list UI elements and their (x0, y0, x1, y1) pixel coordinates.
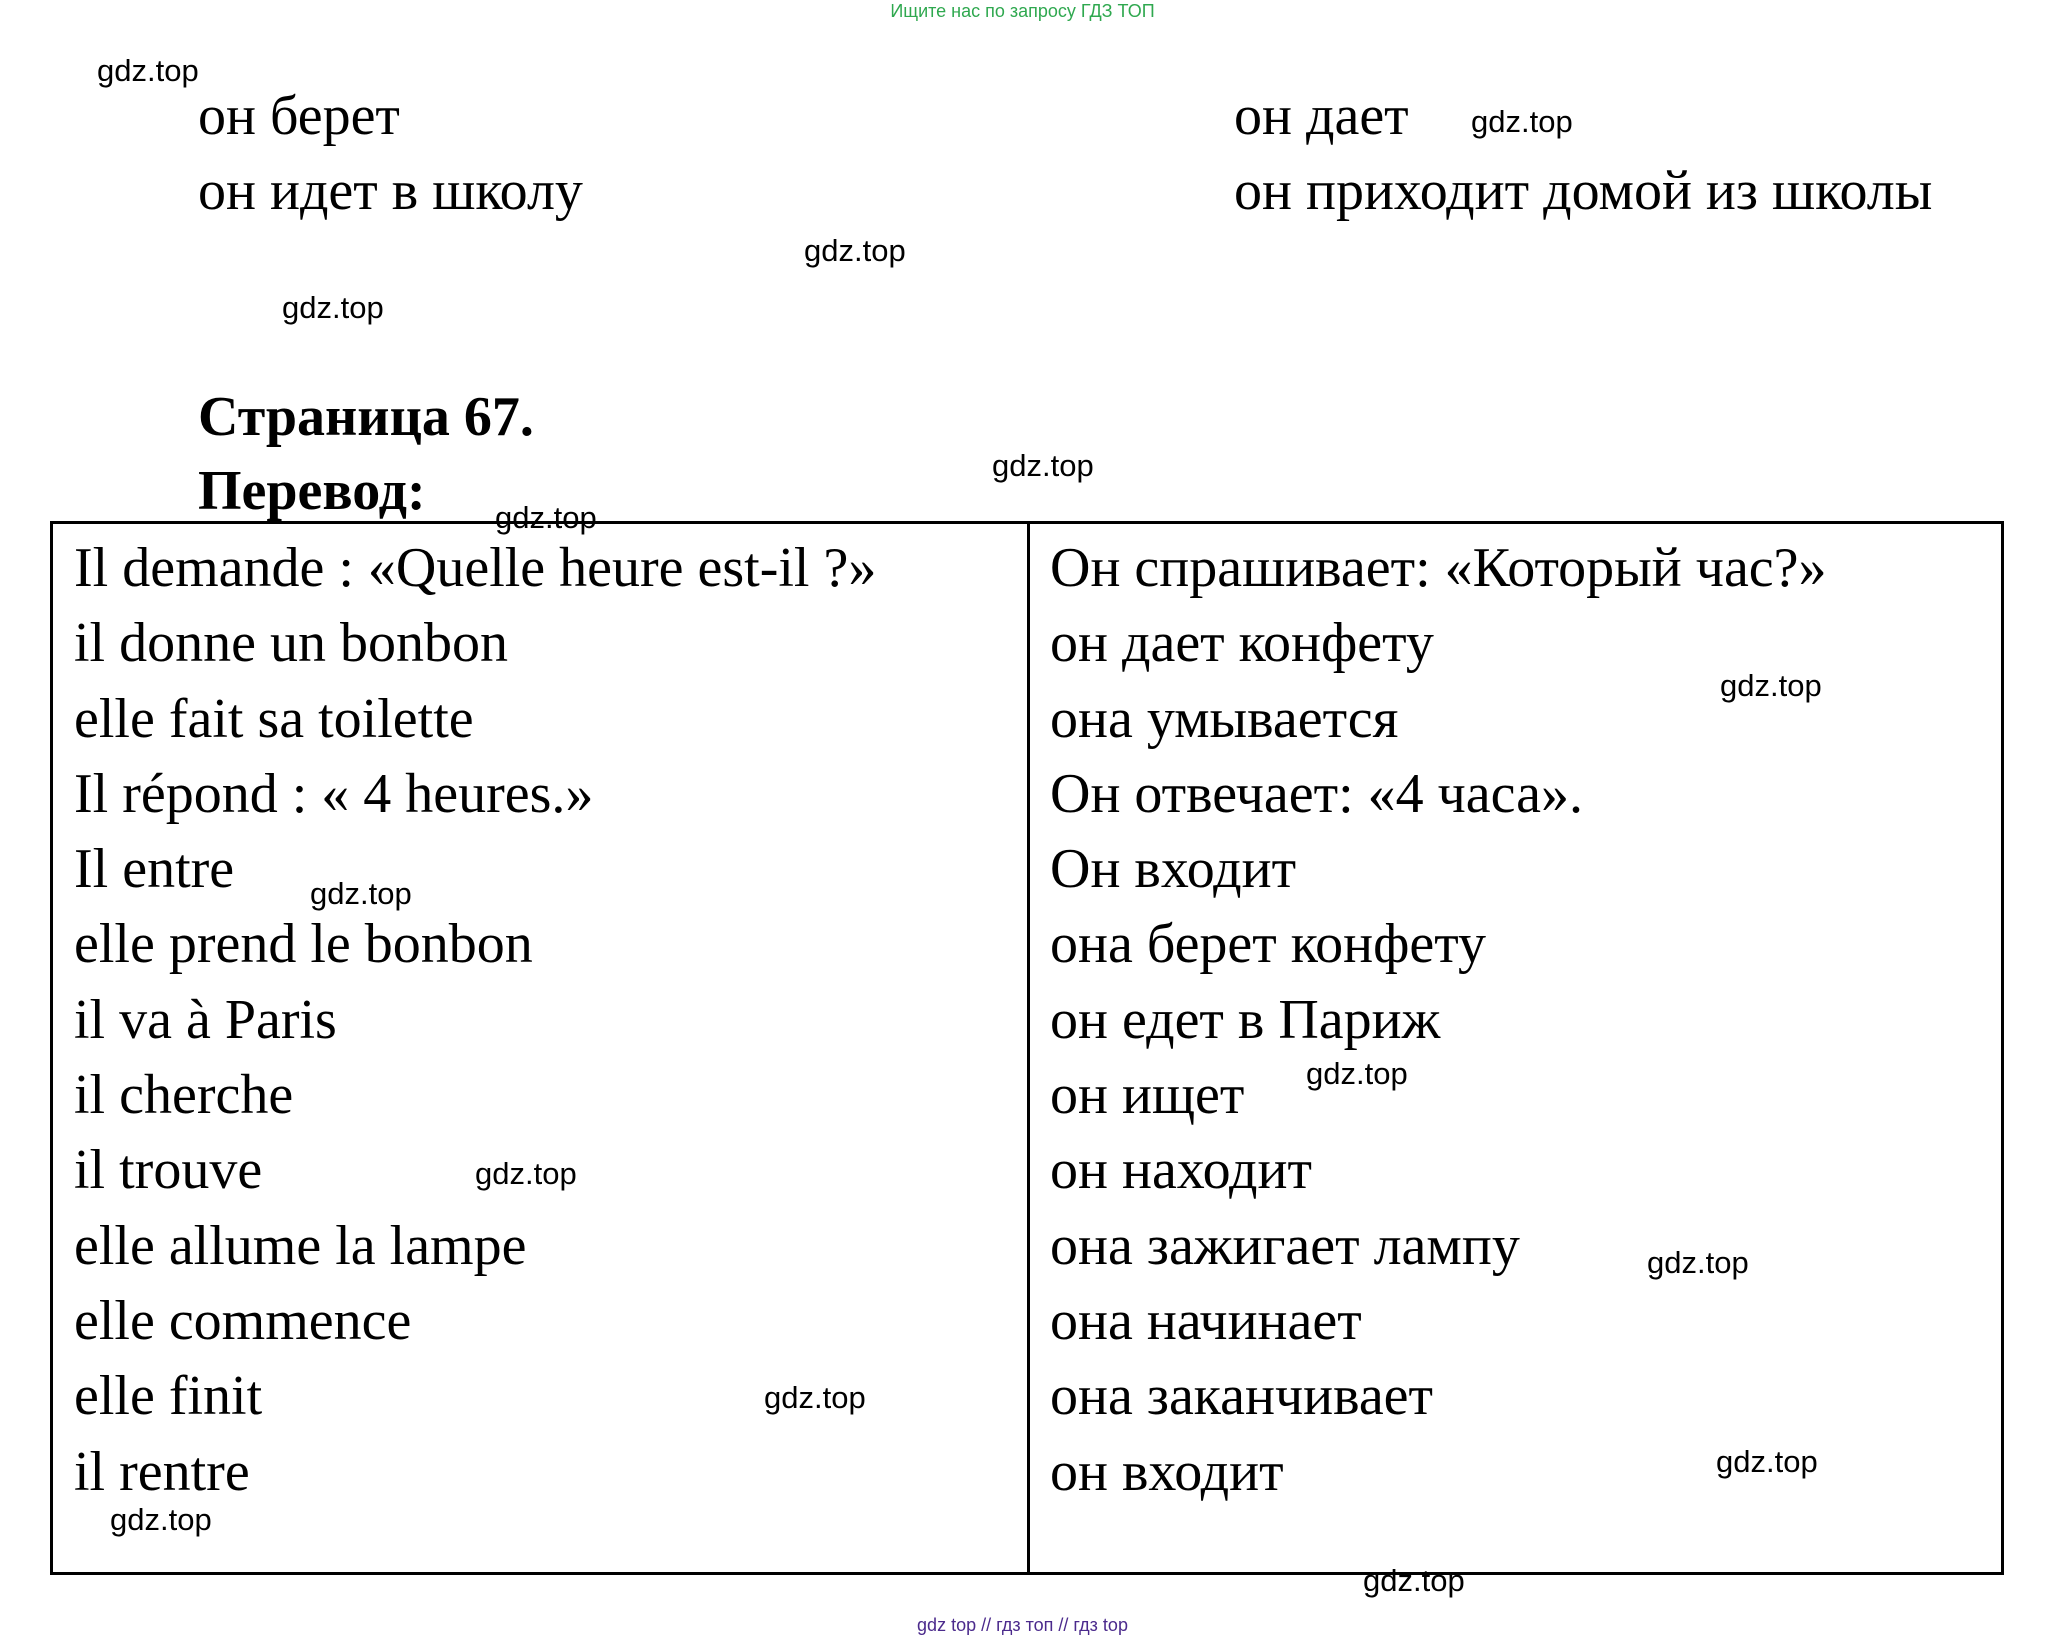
russian-row: он входит (1050, 1440, 1284, 1503)
french-row: il trouve (74, 1139, 263, 1202)
watermark: gdz.top (282, 290, 384, 325)
watermark: gdz.top (475, 1156, 577, 1191)
watermark: gdz.top (1647, 1245, 1749, 1280)
french-row: elle allume la lampe (74, 1214, 527, 1277)
table-column-divider (1027, 521, 1030, 1575)
russian-row: она умывается (1050, 687, 1399, 750)
watermark: gdz.top (97, 53, 199, 88)
russian-row: он дает конфету (1050, 612, 1434, 675)
french-row: elle finit (74, 1365, 263, 1428)
russian-row: она начинает (1050, 1289, 1362, 1352)
top-right-line-1: он дает (1234, 85, 1409, 147)
watermark: gdz.top (992, 448, 1094, 483)
section-subtitle: Перевод: (198, 460, 426, 522)
watermark: gdz.top (310, 876, 412, 911)
french-row: Il demande : «Quelle heure est-il ?» (74, 537, 877, 599)
russian-row: она заканчивает (1050, 1365, 1434, 1428)
watermark: gdz.top (1471, 104, 1573, 139)
french-row: il rentre (74, 1440, 250, 1503)
top-banner: Ищите нас по запросу ГДЗ ТОП (890, 1, 1155, 21)
french-column (74, 531, 876, 1510)
french-row: il donne un bonbon (74, 612, 508, 675)
watermark: gdz.top (804, 233, 906, 268)
russian-row: он едет в Париж (1050, 988, 1441, 1051)
top-left-line-2: он идет в школу (198, 160, 583, 222)
watermark: gdz.top (1306, 1056, 1408, 1091)
watermark: gdz.top (495, 500, 597, 535)
french-row: Il répond : « 4 heures.» (74, 762, 594, 825)
french-row: il cherche (74, 1064, 294, 1127)
russian-row: Он отвечает: «4 часа». (1050, 762, 1584, 825)
french-row: il va à Paris (74, 988, 337, 1051)
russian-row: она зажигает лампу (1050, 1214, 1520, 1277)
russian-row: Он спрашивает: «Который час?» (1050, 537, 1827, 599)
russian-row: Он входит (1050, 838, 1297, 901)
watermark: gdz.top (110, 1502, 212, 1537)
russian-row: она берет конфету (1050, 913, 1486, 976)
top-left-line-1: он берет (198, 85, 400, 147)
french-row: elle fait sa toilette (74, 687, 474, 750)
watermark: gdz.top (764, 1380, 866, 1415)
top-right-line-2: он приходит домой из школы (1234, 160, 1933, 222)
watermark: gdz.top (1720, 668, 1822, 703)
french-row: elle commence (74, 1289, 412, 1352)
russian-column (1050, 531, 1827, 1510)
french-row: Il entre (74, 838, 235, 901)
russian-row: он ищет (1050, 1064, 1245, 1127)
page-title: Страница 67. (198, 386, 534, 448)
russian-row: он находит (1050, 1139, 1312, 1202)
footer-links: gdz top // гдз топ // гдз top (917, 1615, 1128, 1635)
watermark: gdz.top (1363, 1563, 1465, 1598)
french-row: elle prend le bonbon (74, 913, 533, 976)
watermark: gdz.top (1716, 1444, 1818, 1479)
